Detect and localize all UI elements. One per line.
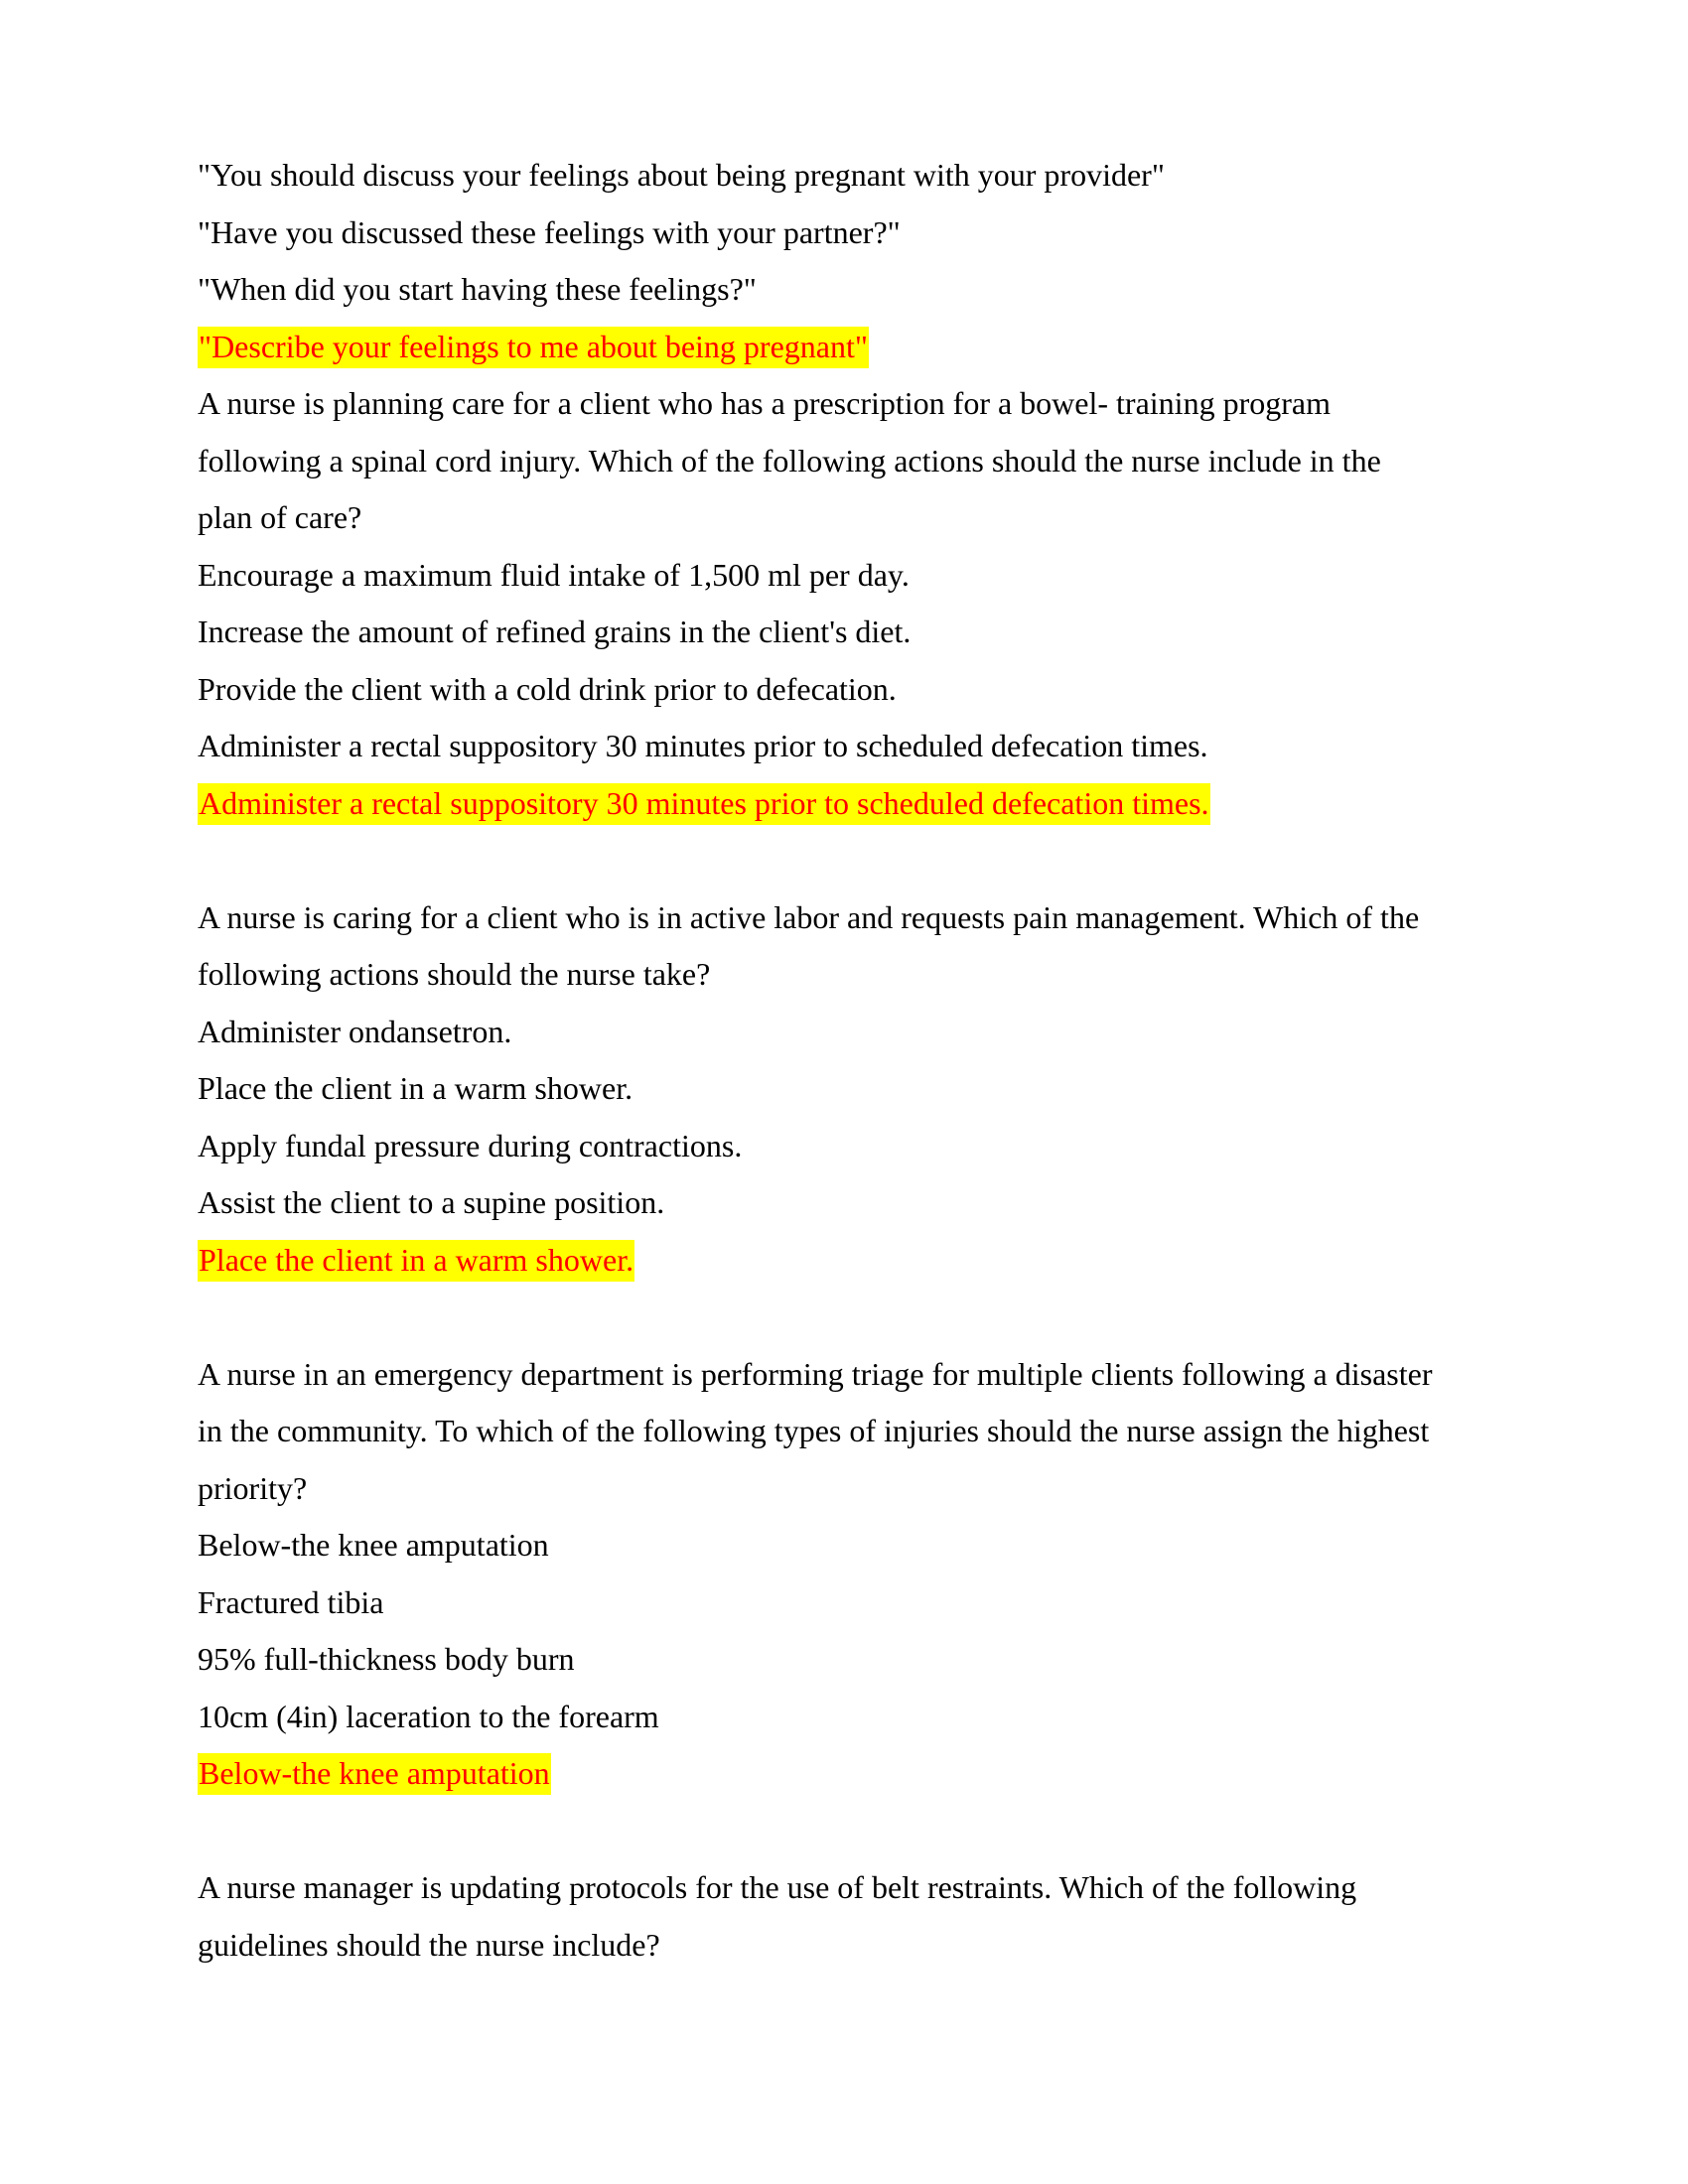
answer-option: Below-the knee amputation	[198, 1527, 549, 1563]
answer-option: Assist the client to a supine position.	[198, 1184, 665, 1220]
answer-option: Administer a rectal suppository 30 minutes prior to scheduled defecation times.	[198, 728, 1208, 763]
correct-answer-line	[198, 1232, 1508, 1290]
answer-option: Increase the amount of refined grains in the client's diet.	[198, 614, 912, 649]
correct-answer-highlight: Administer a rectal suppository 30 minutes prior to scheduled defecation times.	[198, 783, 1210, 825]
answer-option: 95% full-thickness body burn	[198, 1641, 575, 1677]
question-block-2	[198, 375, 1508, 832]
answer-option: "Have you discussed these feelings with your partner?"	[198, 213, 901, 250]
document-body	[198, 147, 1508, 1974]
answer-option: Encourage a maximum fluid intake of 1,500 ml per day.	[198, 556, 910, 593]
answer-option: 10cm (4in) laceration to the forearm	[198, 1698, 659, 1734]
answer-option: Provide the client with a cold drink prior to defecation.	[198, 670, 897, 707]
answer-option: Administer ondansetron.	[198, 1013, 512, 1049]
question-text: A nurse in an emergency department is performing triage for multiple clients following a disaster	[198, 1355, 1433, 1392]
answer-option: "When did you start having these feelings?"	[198, 271, 757, 307]
question-text: plan of care?	[198, 499, 362, 535]
question-text: A nurse manager is updating protocols for the use of belt restraints. Which of the following	[198, 1869, 1357, 1905]
correct-answer-highlight: "Describe your feelings to me about being pregnant"	[198, 327, 869, 368]
question-text: following a spinal cord injury. Which of the following actions should the nurse include in the	[198, 442, 1381, 478]
answer-option: Fractured tibia	[198, 1583, 384, 1620]
correct-answer-highlight: Place the client in a warm shower.	[198, 1240, 634, 1282]
question-block-4	[198, 1346, 1508, 1803]
question-block-5	[198, 1859, 1508, 1974]
correct-answer-highlight: Below-the knee amputation	[198, 1753, 551, 1795]
correct-answer-line	[198, 775, 1508, 833]
paragraph-spacer	[198, 832, 1508, 889]
question-text: A nurse is caring for a client who is in active labor and requests pain management. Which of the	[198, 898, 1420, 935]
question-text: guidelines should the nurse include?	[198, 1926, 660, 1963]
question-block-3	[198, 889, 1508, 1290]
answer-option: "You should discuss your feelings about being pregnant with your provider"	[198, 157, 1165, 193]
correct-answer-line	[198, 1745, 1508, 1803]
question-block-1	[198, 147, 1508, 375]
paragraph-spacer	[198, 1803, 1508, 1860]
question-text: following actions should the nurse take?	[198, 956, 711, 992]
answer-option: Apply fundal pressure during contractions.	[198, 1127, 743, 1163]
paragraph-spacer	[198, 1289, 1508, 1346]
question-text: in the community. To which of the following types of injuries should the nurse assign the highest	[198, 1413, 1430, 1448]
correct-answer-line	[198, 319, 1508, 376]
question-text: priority?	[198, 1469, 308, 1506]
question-text: A nurse is planning care for a client who has a prescription for a bowel- training program	[198, 385, 1331, 421]
answer-option: Place the client in a warm shower.	[198, 1070, 633, 1106]
